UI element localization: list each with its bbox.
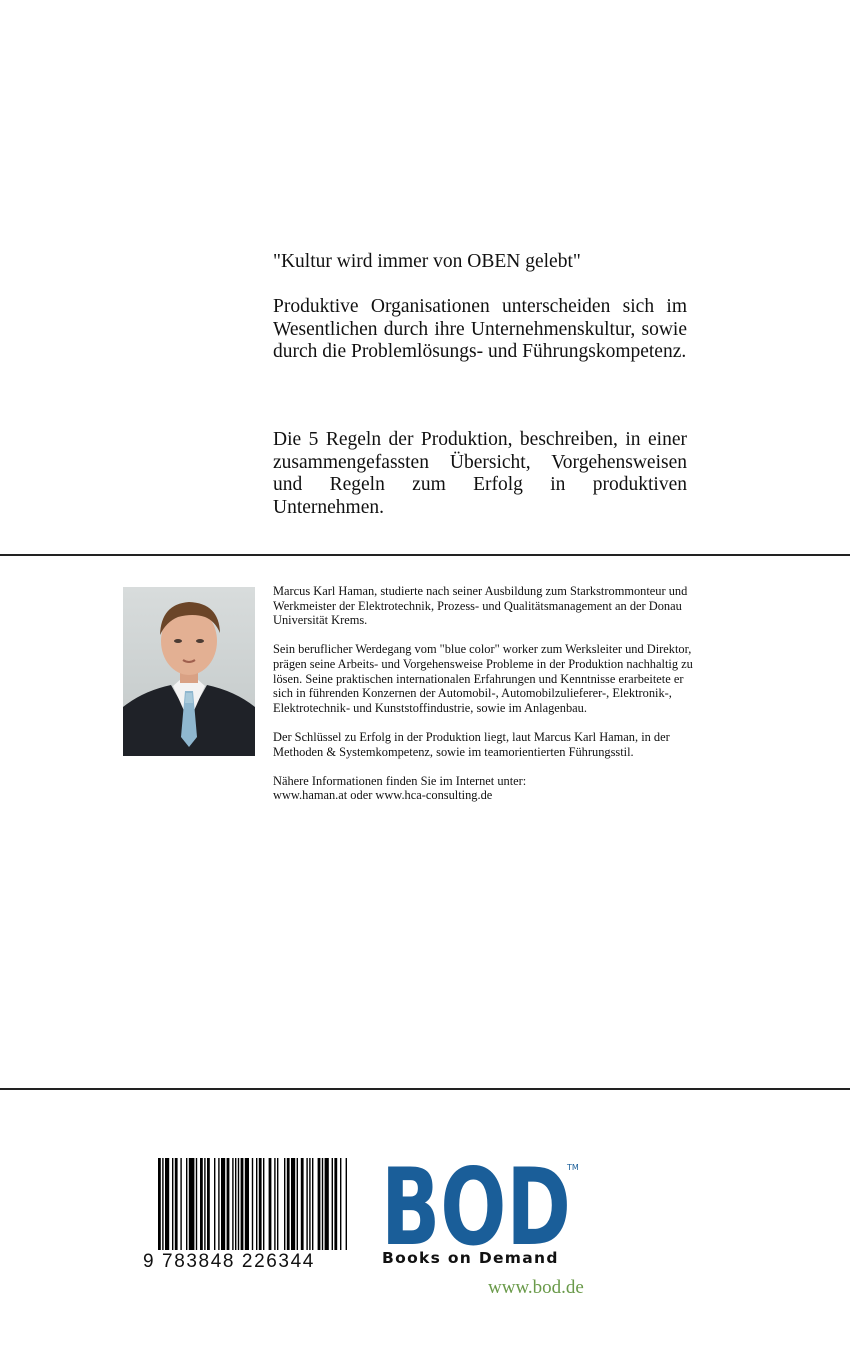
barcode-bar — [180, 1158, 181, 1250]
bio-paragraph-2: Sein beruflicher Werdegang vom "blue color" worker zum Werksleiter und Direktor, prägen seine Arbeits- und Vorgehensweise Probleme in der Produktion nachhaltig zu lösen. Seine praktischen internationalen Erfahrungen und Kenntnisse erarbeitete er sich in führenden Konzernen der Automobil-, Automobilzulieferer-, Elektronik-, Elektrotechnik- und Kunststoffindustrie, sowie im Anlagenbau. — [273, 642, 693, 715]
bio-paragraph-3: Der Schlüssel zu Erfolg in der Produktion liegt, laut Marcus Karl Haman, in der Methoden & Systemkompetenz, sowie im teamorientierten Führungsstil. — [273, 729, 670, 759]
isbn-number: 9 783848 226344 — [143, 1251, 315, 1272]
barcode-bar — [297, 1158, 298, 1250]
barcode-bar — [232, 1158, 233, 1250]
barcode-bar — [241, 1158, 244, 1250]
barcode-bar — [200, 1158, 203, 1250]
divider-top — [0, 554, 850, 556]
barcode-bar — [309, 1158, 310, 1250]
barcode-bar — [162, 1158, 163, 1250]
barcode-bar — [334, 1158, 337, 1250]
barcode-bar — [277, 1158, 278, 1250]
bod-logo-text: BOD — [381, 1162, 571, 1248]
bod-website: www.bod.de — [488, 1277, 584, 1298]
barcode-bar — [284, 1158, 285, 1250]
barcode-bar — [346, 1158, 347, 1250]
barcode-bar — [291, 1158, 295, 1250]
barcode-bar — [214, 1158, 215, 1250]
bio-website-links: www.haman.at oder www.hca-consulting.de — [273, 788, 493, 803]
barcode-bar — [332, 1158, 333, 1250]
barcode-bar — [235, 1158, 236, 1250]
quote-text: "Kultur wird immer von OBEN gelebt" — [273, 251, 581, 272]
barcode-bar — [158, 1158, 161, 1250]
barcode-bar — [221, 1158, 225, 1250]
barcode-bar — [325, 1158, 329, 1250]
blurb-paragraph-1 — [273, 296, 687, 364]
blurb-text-1: Produktive Organisationen unterscheiden sich im Wesentlichen durch ihre Unternehmenskultur, sowie durch die Problemlösungs- und Führungskompetenz. — [273, 296, 687, 362]
barcode-bar — [245, 1158, 249, 1250]
barcode-bar — [227, 1158, 230, 1250]
divider-bottom — [0, 1088, 850, 1090]
barcode-bar — [269, 1158, 272, 1250]
barcode-bar — [306, 1158, 307, 1250]
blurb-text-2: Die 5 Regeln der Produktion, beschreiben, in einer zusammengefassten Übersicht, Vorgehensweisen und Regeln zum Erfolg in produktiven Unternehmen. — [273, 429, 687, 518]
barcode-bar — [287, 1158, 290, 1250]
bod-logo — [381, 1162, 581, 1248]
cover-quote — [273, 251, 687, 274]
barcode-bar — [312, 1158, 313, 1250]
author-photo — [123, 587, 255, 756]
barcode-bar — [218, 1158, 219, 1250]
barcode-bar — [318, 1158, 321, 1250]
barcode-bar — [204, 1158, 205, 1250]
trademark-mark: TM — [567, 1163, 579, 1172]
barcode-bar — [263, 1158, 264, 1250]
bio-info-line: Nähere Informationen finden Sie im Internet unter: — [273, 773, 527, 788]
blurb-paragraph-2 — [273, 429, 687, 519]
barcode-bar — [172, 1158, 173, 1250]
barcode-bar — [238, 1158, 239, 1250]
barcode-bar — [196, 1158, 197, 1250]
barcode-bar — [175, 1158, 178, 1250]
barcode-bar — [322, 1158, 323, 1250]
barcode-bar — [301, 1158, 304, 1250]
barcode-bar — [189, 1158, 195, 1250]
barcode-bar — [207, 1158, 210, 1250]
author-bio — [273, 584, 693, 818]
bod-subtitle: Books on Demand — [382, 1249, 559, 1267]
bio-paragraph-4 — [273, 774, 693, 803]
barcode-bar — [274, 1158, 275, 1250]
barcode-bar — [165, 1158, 169, 1250]
barcode-bar — [259, 1158, 262, 1250]
barcode-bar — [186, 1158, 187, 1250]
barcode-bar — [256, 1158, 257, 1250]
barcode-bar — [340, 1158, 341, 1250]
bio-paragraph-1: Marcus Karl Haman, studierte nach seiner Ausbildung zum Starkstrommonteur und Werkmeister der Elektrotechnik, Prozess- und Qualitätsmanagement an der Donau Universität Krems. — [273, 584, 688, 628]
barcode-bar — [252, 1158, 253, 1250]
